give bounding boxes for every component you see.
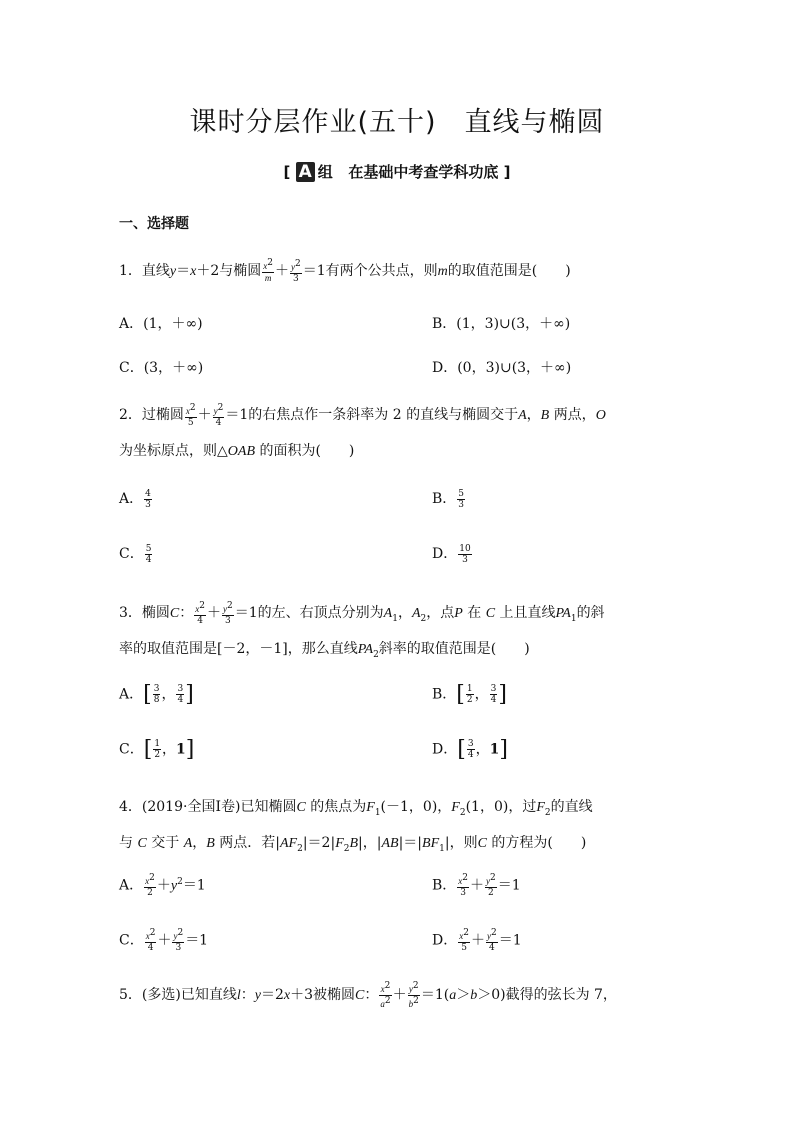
- question-3-line2: 率的取值范围是[－2，－1]，那么直线$PA_2$斜率的取值范围是( ): [119, 641, 530, 660]
- q2-option-b[interactable]: [432, 488, 466, 510]
- q3-d-letter: D．: [432, 741, 458, 758]
- q2-frac-y: $\frac{y^2}{4}$: [213, 402, 224, 428]
- q1-option-c[interactable]: C．(3，＋∞): [119, 360, 204, 376]
- q4-text-a: 4．(2019·全国Ⅰ卷)已知椭圆: [119, 799, 297, 815]
- q2-b-letter: B．: [432, 491, 457, 507]
- q2-d-num: 10: [459, 543, 471, 554]
- q4-option-d[interactable]: D． $\frac{x^2}{5}$ ＋ $\frac{y^2}{4}$ ＝1: [432, 928, 522, 953]
- q5-text-a: 5．(多选)已知直线: [119, 987, 237, 1003]
- question-2-line2: 为坐标原点，则△OAB 的面积为( ): [119, 443, 355, 459]
- q1-text-b: 与椭圆: [219, 263, 262, 279]
- q2-a-frac: [144, 489, 152, 510]
- q1-option-d[interactable]: D．(0，3)∪(3，＋∞): [432, 360, 572, 376]
- q2-c-letter: C．: [119, 546, 144, 562]
- q2-option-d[interactable]: [432, 543, 473, 565]
- q3-line2-a: 率的取值范围是[－2，－1]，那么直线: [119, 641, 358, 657]
- q4-line2-g: |，则: [444, 835, 478, 851]
- q3-line2-b: 斜率的取值范围是( ): [378, 641, 530, 657]
- q3-text-e: 上且直线: [499, 605, 556, 621]
- q2-c-frac: [145, 544, 153, 565]
- q3-a-letter: A．: [119, 686, 144, 703]
- q4-text-e: 的直线: [550, 799, 593, 815]
- q3-option-c[interactable]: C．[ $\frac{1}{2}$ ，1]: [119, 737, 195, 762]
- q4-line2-e: |，|: [358, 835, 382, 851]
- q1-frac-y: $\frac{y^2}{3}$: [291, 258, 301, 284]
- q4-line2-f: |＝|: [398, 835, 423, 851]
- q2-frac-x: $\frac{x^2}{5}$: [185, 402, 196, 428]
- group-suffix: 组: [317, 163, 333, 181]
- q4-d-letter: D．: [432, 932, 458, 949]
- q4-line2-a: 与: [119, 835, 133, 851]
- question-3-stem: 3．椭圆C： $\frac{x^2}{4}$ ＋ $\frac{y^2}{3}$ ＝1的左、右顶点分别为$A_1$，$A_2$，点P 在 C 上且直线$PA_1$的斜: [119, 600, 605, 626]
- bracket-close: ]: [503, 163, 511, 181]
- q4-line2-c: 两点．若|: [219, 835, 280, 851]
- question-4-line2: 与 C 交于 A，B 两点．若$|AF_2|=2|F_2B|$，$|AB|=|BF_1|$，则C 的方程为( ): [119, 835, 587, 854]
- bracket-open: [: [283, 163, 291, 181]
- question-1-stem: 1．直线y＝x＋2与椭圆 $\frac{x^2}{m}$ ＋ $\frac{y^2}{3}$ ＝1有两个公共点，则m的取值范围是( ): [119, 258, 571, 284]
- title-main: 课时分层作业(五十): [189, 107, 437, 138]
- q4-option-b[interactable]: B． $\frac{x^2}{3}$ ＋ $\frac{y^2}{2}$ ＝1: [432, 873, 521, 898]
- q3-option-a[interactable]: A．[ $\frac{3}{8}$ ， $\frac{3}{4}$ ]: [119, 682, 194, 707]
- q4-line2-h: 的方程为( ): [491, 835, 587, 851]
- q5-text-b: ＝2: [260, 987, 284, 1003]
- q1-text-a: 1．直线: [119, 263, 170, 279]
- q3-b-letter: B．: [432, 686, 457, 703]
- q2-option-c[interactable]: [119, 543, 153, 565]
- question-4-stem: 4．(2019·全国Ⅰ卷)已知椭圆C 的焦点为$F_1(-1$，0)，$F_2(1$，0)，过$F_2$的直线: [119, 799, 593, 818]
- q1-option-a[interactable]: A．(1，＋∞): [119, 316, 203, 332]
- q3-text-c: ，点: [426, 605, 455, 621]
- q2-d-letter: D．: [432, 546, 458, 562]
- q4-line2-b: 交于: [151, 835, 180, 851]
- question-2-stem: 2．过椭圆 $\frac{x^2}{5}$ ＋ $\frac{y^2}{4}$ ＝1的右焦点作一条斜率为 2 的直线与椭圆交于A，B 两点，O: [119, 402, 606, 428]
- section-heading: 一、选择题: [119, 216, 189, 232]
- q3-text-d: 在: [467, 605, 482, 621]
- q4-a-letter: A．: [119, 877, 144, 894]
- q4-text-d: (1，0)，过: [465, 799, 537, 815]
- q1-text-d: 的取值范围是( ): [447, 263, 571, 279]
- q4-text-b: 的焦点为: [310, 799, 367, 815]
- q2-a-num: 4: [145, 488, 151, 499]
- q5-text-c: ＋3被椭圆: [290, 987, 356, 1003]
- q5-text-f: ＞0)截得的弦长为 7，: [477, 987, 617, 1003]
- q5-text-e: ＞: [456, 987, 471, 1003]
- q2-b-frac: [457, 489, 465, 510]
- q2-line2-a: 为坐标原点，则△: [119, 443, 228, 459]
- q2-d-den: 3: [462, 554, 468, 565]
- q4-option-c[interactable]: C． $\frac{x^2}{4}$ ＋ $\frac{y^2}{3}$ ＝1: [119, 928, 209, 953]
- q3-option-d[interactable]: D．[ $\frac{3}{4}$ ，1]: [432, 737, 508, 762]
- q2-d-frac: [458, 544, 471, 565]
- page-title: [0, 100, 794, 139]
- q2-a-den: 3: [145, 499, 151, 510]
- q2-b-den: 3: [458, 499, 465, 510]
- q2-a-letter: A．: [119, 491, 144, 507]
- q1-text-c: ＝1有两个公共点，则: [302, 263, 438, 279]
- q3-text-b: ＝1的左、右顶点分别为: [234, 605, 384, 621]
- q2-text-c: 两点，: [553, 407, 596, 423]
- q4-b-letter: B．: [432, 877, 457, 894]
- q3-text-a: 3．椭圆: [119, 605, 170, 621]
- q3-option-b[interactable]: B．[ $\frac{1}{2}$ ， $\frac{3}{4}$ ]: [432, 682, 507, 707]
- q3-frac-x: $\frac{x^2}{4}$: [195, 600, 205, 626]
- q2-text-a: 2．过椭圆: [119, 407, 184, 423]
- group-heading: [0, 161, 794, 182]
- q2-c-den: 4: [145, 554, 152, 565]
- q4-line2-d: |＝2|: [302, 835, 336, 851]
- title-sub: 直线与椭圆: [464, 107, 605, 138]
- q2-text-b: ＝1的右焦点作一条斜率为 2 的直线与椭圆交于: [225, 407, 519, 423]
- group-letter-badge: A: [296, 162, 315, 182]
- q2-c-num: 5: [145, 543, 152, 554]
- q2-b-num: 5: [458, 488, 465, 499]
- q3-frac-y: $\frac{y^2}{3}$: [223, 600, 233, 626]
- question-5-stem: 5．(多选)已知直线l：y＝2x＋3被椭圆C： $\frac{x^2}{a^2}$ ＋ $\frac{y^2}{b^2}$ ＝1(a＞b＞0)截得的弦长为 7，: [119, 980, 617, 1009]
- q4-text-c: (－1，0)，: [380, 799, 452, 815]
- q2-line2-b: 的面积为( ): [259, 443, 355, 459]
- q4-c-letter: C．: [119, 932, 144, 949]
- q1-frac-x: $\frac{x^2}{m}$: [263, 258, 274, 283]
- q1-option-b[interactable]: B．(1，3)∪(3，＋∞): [432, 316, 571, 332]
- group-text: 在基础中考查学科功底: [348, 163, 499, 181]
- q2-option-a[interactable]: [119, 488, 153, 510]
- q3-text-f: 的斜: [576, 605, 605, 621]
- q3-c-letter: C．: [119, 741, 144, 758]
- q4-option-a[interactable]: A． $\frac{x^2}{2}$ $+y^2=1$: [119, 873, 206, 898]
- q5-text-d: ＝1(: [420, 987, 450, 1003]
